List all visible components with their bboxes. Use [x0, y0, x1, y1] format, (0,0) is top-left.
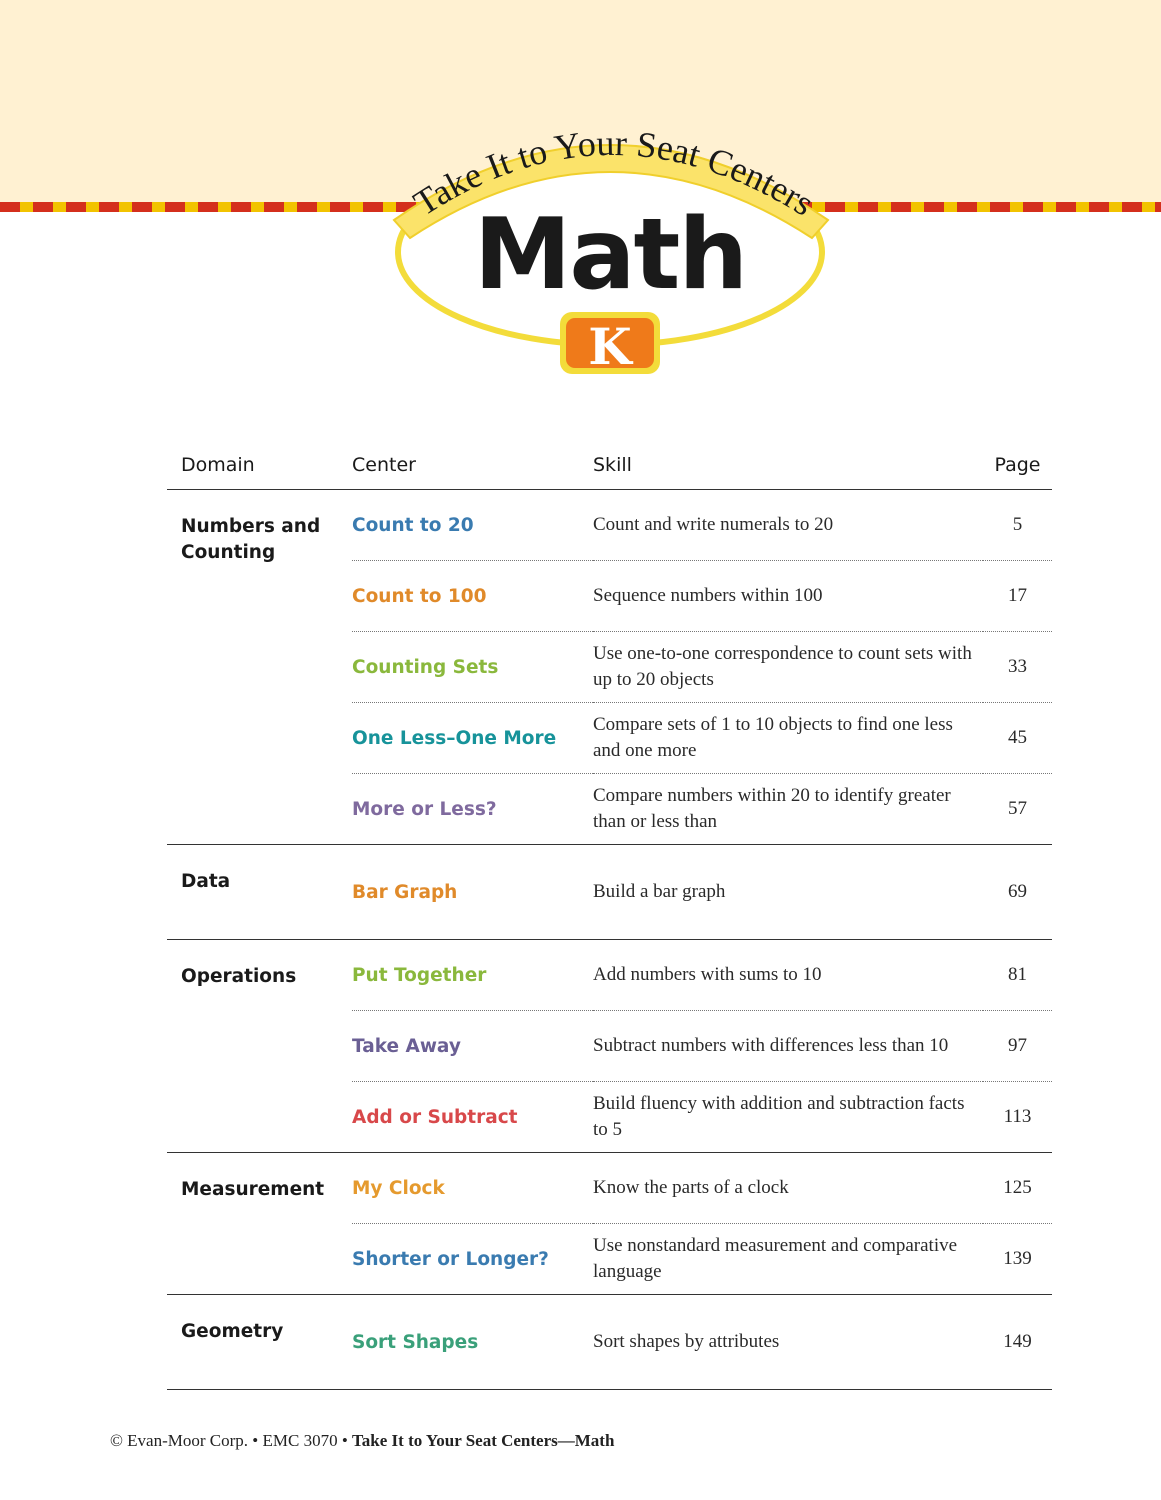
skill-description: Compare numbers within 20 to identify greater than or less than	[593, 774, 983, 845]
skill-description: Add numbers with sums to 10	[593, 940, 983, 1011]
center-name: Shorter or Longer?	[352, 1224, 593, 1295]
skill-description: Subtract numbers with differences less than 10	[593, 1011, 983, 1082]
page-column-header: Page	[983, 440, 1052, 490]
table-row	[167, 940, 1052, 1011]
skill-description: Sort shapes by attributes	[593, 1295, 983, 1390]
skill-description: Build fluency with addition and subtraction facts to 5	[593, 1082, 983, 1153]
skill-description: Sequence numbers within 100	[593, 561, 983, 632]
table-row	[167, 1295, 1052, 1390]
table-row	[167, 490, 1052, 561]
domain-cell: Data	[167, 845, 352, 940]
skill-description: Count and write numerals to 20	[593, 490, 983, 561]
page-number: 45	[983, 703, 1052, 774]
page-number: 33	[983, 632, 1052, 703]
table-header-row	[167, 440, 1052, 490]
center-column-header: Center	[352, 440, 593, 490]
domain-column-header: Domain	[167, 440, 352, 490]
skill-description: Use nonstandard measurement and comparative language	[593, 1224, 983, 1295]
page-number: 97	[983, 1011, 1052, 1082]
table-row	[167, 845, 1052, 940]
center-name: My Clock	[352, 1153, 593, 1224]
page-number: 17	[983, 561, 1052, 632]
contents-table	[167, 440, 1052, 1390]
center-name: Sort Shapes	[352, 1295, 593, 1390]
domain-cell: Numbers and Counting	[167, 490, 352, 845]
center-name: Counting Sets	[352, 632, 593, 703]
center-name: Bar Graph	[352, 845, 593, 940]
page-number: 139	[983, 1224, 1052, 1295]
page-number: 5	[983, 490, 1052, 561]
grade-label: K	[588, 317, 632, 376]
skill-description: Build a bar graph	[593, 845, 983, 940]
logo-title: Math	[473, 198, 747, 312]
skill-description: Know the parts of a clock	[593, 1153, 983, 1224]
center-name: Count to 100	[352, 561, 593, 632]
center-name: Add or Subtract	[352, 1082, 593, 1153]
center-name: More or Less?	[352, 774, 593, 845]
page-number: 57	[983, 774, 1052, 845]
series-name: Take It to Your Seat Centers	[406, 122, 821, 224]
domain-cell: Measurement	[167, 1153, 352, 1295]
copyright-text: © Evan-Moor Corp. • EMC 3070 •	[110, 1431, 348, 1450]
center-name: One Less–One More	[352, 703, 593, 774]
skill-column-header: Skill	[593, 440, 983, 490]
series-logo	[380, 110, 840, 385]
center-name: Take Away	[352, 1011, 593, 1082]
page-number: 113	[983, 1082, 1052, 1153]
page-number: 125	[983, 1153, 1052, 1224]
page-number: 149	[983, 1295, 1052, 1390]
skill-description: Use one-to-one correspondence to count sets with up to 20 objects	[593, 632, 983, 703]
table-row	[167, 1153, 1052, 1224]
footer-title: Take It to Your Seat Centers—Math	[352, 1431, 615, 1450]
center-name: Count to 20	[352, 490, 593, 561]
domain-cell: Operations	[167, 940, 352, 1153]
skill-description: Compare sets of 1 to 10 objects to find one less and one more	[593, 703, 983, 774]
center-name: Put Together	[352, 940, 593, 1011]
page-number: 81	[983, 940, 1052, 1011]
page-number: 69	[983, 845, 1052, 940]
page-footer	[110, 1431, 614, 1451]
domain-cell: Geometry	[167, 1295, 352, 1390]
